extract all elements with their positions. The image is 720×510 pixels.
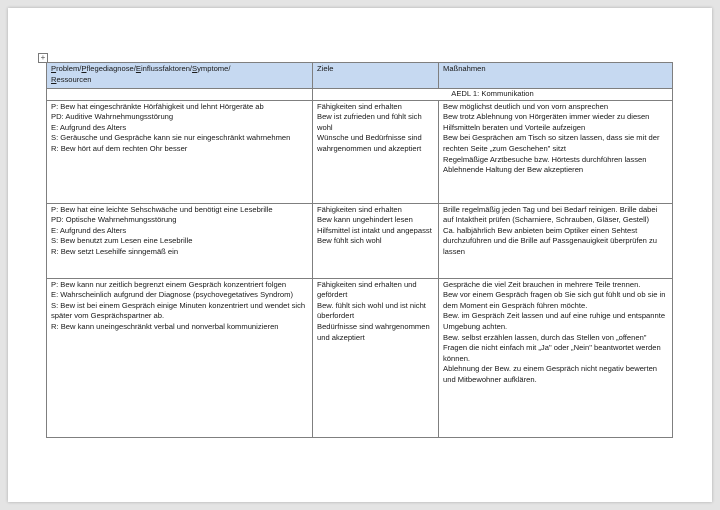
section-cell-empty — [47, 89, 313, 101]
cell-line: S: Bew benutzt zum Lesen eine Lesebrille — [51, 236, 193, 246]
problem-cell — [47, 278, 313, 437]
problem-cell — [47, 203, 313, 278]
cell-line: R: Bew hört auf dem rechten Ohr besser — [51, 143, 188, 153]
cell-line: Fähigkeiten sind erhalten und gefördert — [317, 279, 417, 300]
cell-line: R: Bew kann uneingeschränkt verbal und nonverbal kommunizieren — [51, 321, 279, 331]
cell-line: E: Aufgrund des Alters — [51, 225, 127, 235]
cell-line: R: Bew setzt Lesehilfe sinngemäß ein — [51, 246, 179, 256]
measures-cell — [439, 203, 673, 278]
header-cell-ziele: Ziele — [313, 63, 439, 89]
cell-line: Ablehnung der Bew. zu einem Gespräch nicht negativ bewerten und Mitbewohner aufklären. — [443, 364, 658, 384]
header-problem-part: Problem/ — [51, 64, 82, 73]
cell-line: E: Aufgrund des Alters — [51, 122, 127, 132]
cell-line: P: Bew kann nur zeitlich begrenzt einem Gespräch konzentriert folgen — [51, 279, 287, 289]
cell-line: Bew möglichst deutlich und von vorn ansprechen — [443, 101, 609, 111]
cell-line: S: Geräusche und Gespräche kann sie nur eingeschränkt wahrnehmen — [51, 133, 291, 143]
cell-line: Bew ist zufrieden und fühlt sich wohl — [317, 112, 422, 132]
cell-line: S: Bew ist bei einem Gespräch einige Minuten konzentriert und wendet sich später vom Gesprächspartner ab. — [51, 300, 306, 321]
section-title: AEDL 1: Kommunikation — [313, 89, 673, 101]
cell-line: Hilfsmittel ist intakt und angepasst — [317, 225, 432, 235]
table-row — [47, 100, 673, 203]
table-header-row — [47, 63, 673, 89]
cell-line: Gespräche die viel Zeit brauchen in mehrere Teile trennen. — [443, 279, 641, 289]
section-row — [47, 89, 673, 101]
cell-line: Fähigkeiten sind erhalten — [317, 204, 402, 214]
document-page — [8, 8, 712, 502]
header-problem-part: Ressourcen — [51, 74, 92, 84]
cell-line: Wünsche und Bedürfnisse sind wahrgenommen und akzeptiert — [317, 133, 422, 153]
cell-line: Ablehnende Haltung der Bew akzeptieren — [443, 165, 584, 175]
header-problem-part: Symptome/ — [192, 64, 231, 73]
table-move-handle-icon[interactable]: + — [38, 53, 48, 63]
goals-cell — [313, 203, 439, 278]
cell-line: Bew vor einem Gespräch fragen ob Sie sich gut fühlt und ob sie in dem Moment ein Gespräch führen möchte. — [443, 290, 666, 310]
cell-line: Fähigkeiten sind erhalten — [317, 101, 402, 111]
header-problem-part: Pflegediagnose/ — [81, 64, 136, 73]
cell-line: Bew trotz Ablehnung von Hörgeräten immer wieder zu diesen Hilfsmitteln beraten und Vorteile aufzeigen — [443, 112, 650, 132]
cell-line: PD: Optische Wahrnehmungsstörung — [51, 215, 177, 225]
cell-line: Ca. halbjährlich Bew anbieten beim Optiker einen Sehtest durchzuführen und die Brille auf Passgenauigkeit überprüfen zu lassen — [443, 225, 658, 256]
cell-line: P: Bew hat eingeschränkte Hörfähigkeit und lehnt Hörgeräte ab — [51, 101, 264, 111]
goals-cell — [313, 278, 439, 437]
cell-line: P: Bew hat eine leichte Sehschwäche und benötigt eine Lesebrille — [51, 204, 273, 214]
cell-line: Bew kann ungehindert lesen — [317, 215, 413, 225]
cell-line: Bew. im Gespräch Zeit lassen und auf eine ruhige und entspannte Umgebung achten. — [443, 311, 666, 331]
measures-cell — [439, 100, 673, 203]
table-row — [47, 203, 673, 278]
cell-line: Bew. fühlt sich wohl und ist nicht überfordert — [317, 300, 426, 321]
care-plan-table — [46, 62, 673, 438]
measures-cell — [439, 278, 673, 437]
problem-cell — [47, 100, 313, 203]
cell-line: Regelmäßige Arztbesuche bzw. Hörtests durchführen lassen — [443, 154, 647, 164]
cell-line: Brille regelmäßig jeden Tag und bei Bedarf reinigen. Brille dabei auf Intaktheit prüfen (Scharniere, Schrauben, Gläser, Gestell) — [443, 204, 658, 225]
cell-line: Bew bei Gesprächen am Tisch so sitzen lassen, dass sie mit der rechten Seite „zum Geschehen" sitzt — [443, 133, 660, 153]
cell-line: Bedürfnisse sind wahrgenommen und akzeptiert — [317, 321, 430, 342]
cell-line: Bew fühlt sich wohl — [317, 236, 382, 246]
cell-line: PD: Auditive Wahrnehmungsstörung — [51, 112, 174, 122]
header-cell-problem — [47, 63, 313, 89]
goals-cell — [313, 100, 439, 203]
table-row — [47, 278, 673, 437]
header-problem-part: Einflussfaktoren/ — [135, 64, 193, 73]
header-cell-massnahmen: Maßnahmen — [439, 63, 673, 89]
cell-line: Bew. selbst erzählen lassen, durch das Stellen von „offenen" Fragen die nicht einfach mit „Ja" oder „Nein" beantwortet werden können. — [443, 332, 661, 363]
cell-line: E: Wahrscheinlich aufgrund der Diagnose (psychovegetatives Syndrom) — [51, 290, 293, 300]
